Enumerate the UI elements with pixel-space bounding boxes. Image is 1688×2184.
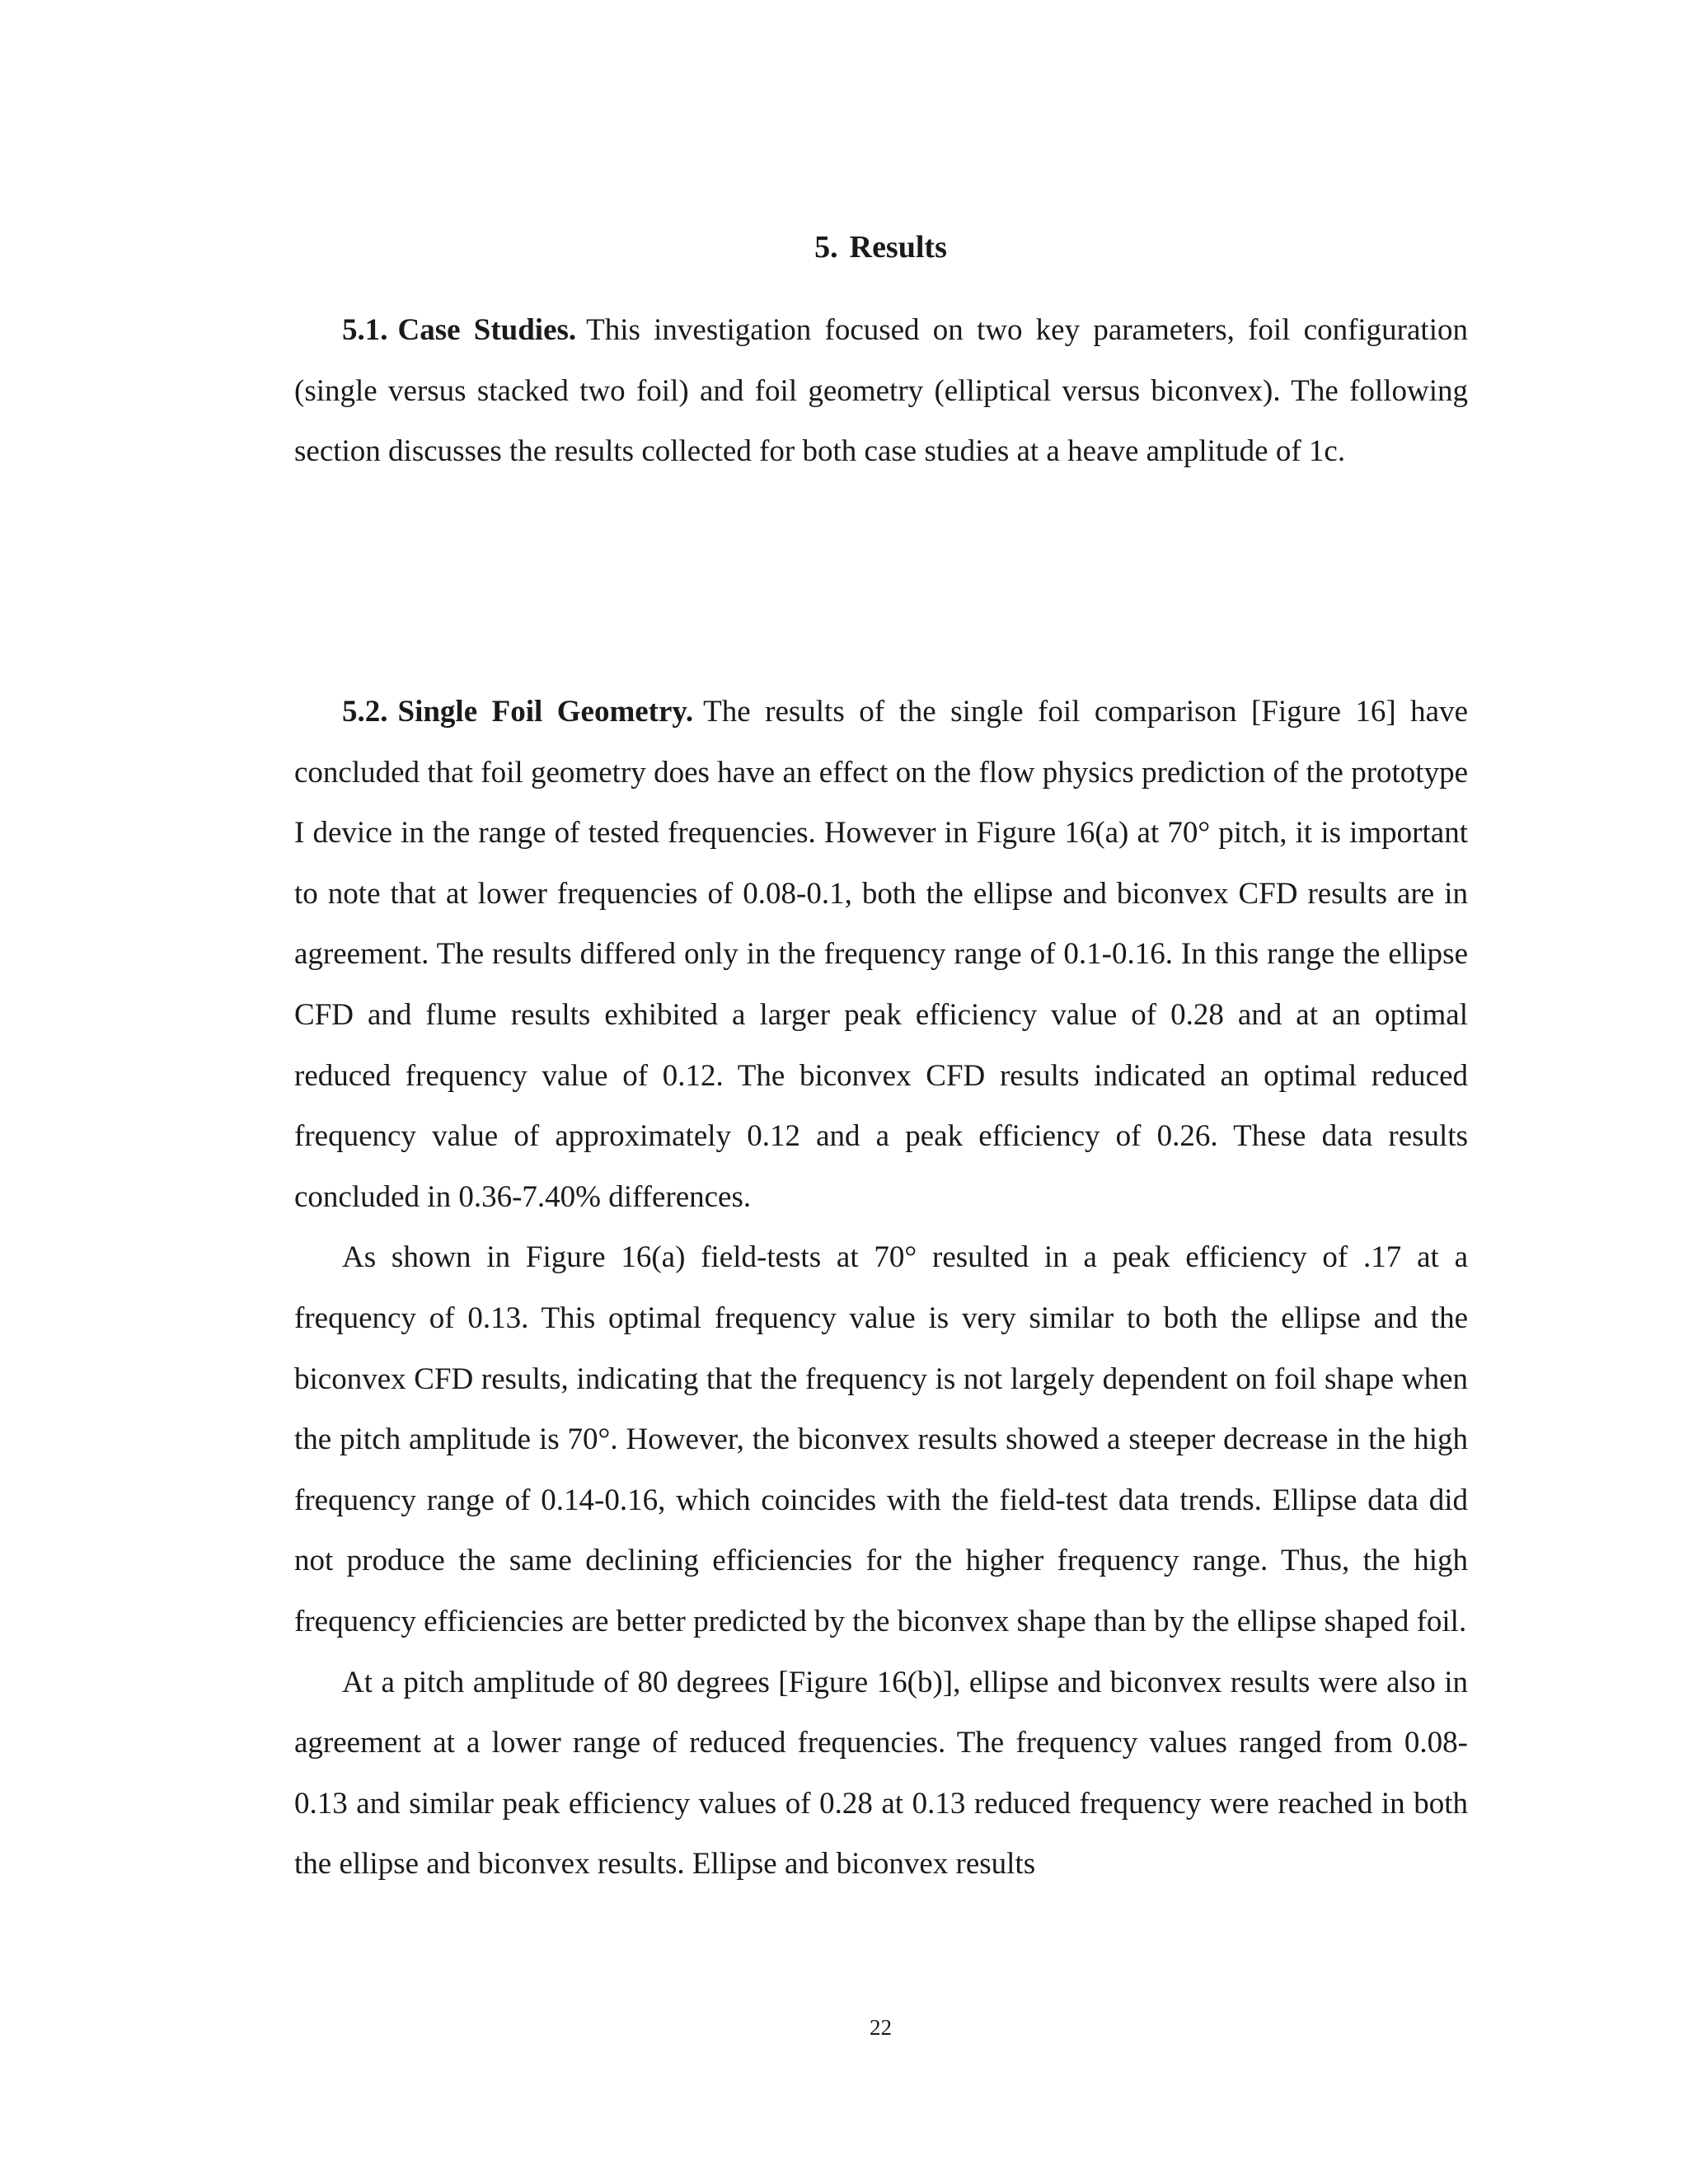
paragraph xyxy=(294,1652,1468,1895)
section-heading xyxy=(0,229,1688,265)
paragraph xyxy=(294,300,1468,482)
paragraph-text: At a pitch amplitude of 80 degrees [Figure 16(b)], ellipse and biconvex results were also in agreement at a lower range of reduced frequencies. The frequency values ranged from 0.08-0.13 and similar peak efficiency values of 0.28 at 0.13 reduced frequency were reached in both the ellipse and biconvex results. Ellipse and biconvex results xyxy=(294,1665,1468,1882)
paragraph xyxy=(294,1227,1468,1652)
section-title: Results xyxy=(849,230,947,265)
paragraph xyxy=(294,682,1468,1227)
section-number: 5. xyxy=(814,230,838,265)
subsection-case-studies xyxy=(294,300,1468,482)
subsection-number: 5.1. xyxy=(342,313,388,347)
subsection-title: Case Studies. xyxy=(397,313,577,347)
subsection-title: Single Foil Geometry. xyxy=(397,695,694,729)
subsection-single-foil-geometry xyxy=(294,682,1468,1895)
subsection-number: 5.2. xyxy=(342,695,388,729)
page-number: 22 xyxy=(870,2015,892,2040)
paragraph-text: The results of the single foil comparison [Figure 16] have concluded that foil geometry does have an effect on the flow physics prediction of the prototype I device in the range of tested frequencies. However in Figure 16(a) at 70° pitch, it is important to note that at lower frequencies of 0.08-0.1, both the ellipse and biconvex CFD results are in agreement. The results differed only in the frequency range of 0.1-0.16. In this range the ellipse CFD and flume results exhibited a larger peak efficiency value of 0.28 and at an optimal reduced frequency value of 0.12. The biconvex CFD results indicated an optimal reduced frequency value of approximately 0.12 and a peak efficiency of 0.26. These data results concluded in 0.36-7.40% differences. xyxy=(294,695,1468,1214)
paragraph-text: This investigation focused on two key parameters, foil configuration (single versus stacked two foil) and foil geometry (elliptical versus biconvex). The following section discusses the results collected for both case studies at a heave amplitude of 1c. xyxy=(294,313,1468,469)
paragraph-text: As shown in Figure 16(a) field-tests at 70° resulted in a peak efficiency of .17 at a frequency of 0.13. This optimal frequency value is very similar to both the ellipse and the biconvex CFD results, indicating that the frequency is not largely dependent on foil shape when the pitch amplitude is 70°. However, the biconvex results showed a steeper decrease in the high frequency range of 0.14-0.16, which coincides with the field-test data trends. Ellipse data did not produce the same declining efficiencies for the higher frequency range. Thus, the high frequency efficiencies are better predicted by the biconvex shape than by the ellipse shaped foil. xyxy=(294,1240,1468,1638)
